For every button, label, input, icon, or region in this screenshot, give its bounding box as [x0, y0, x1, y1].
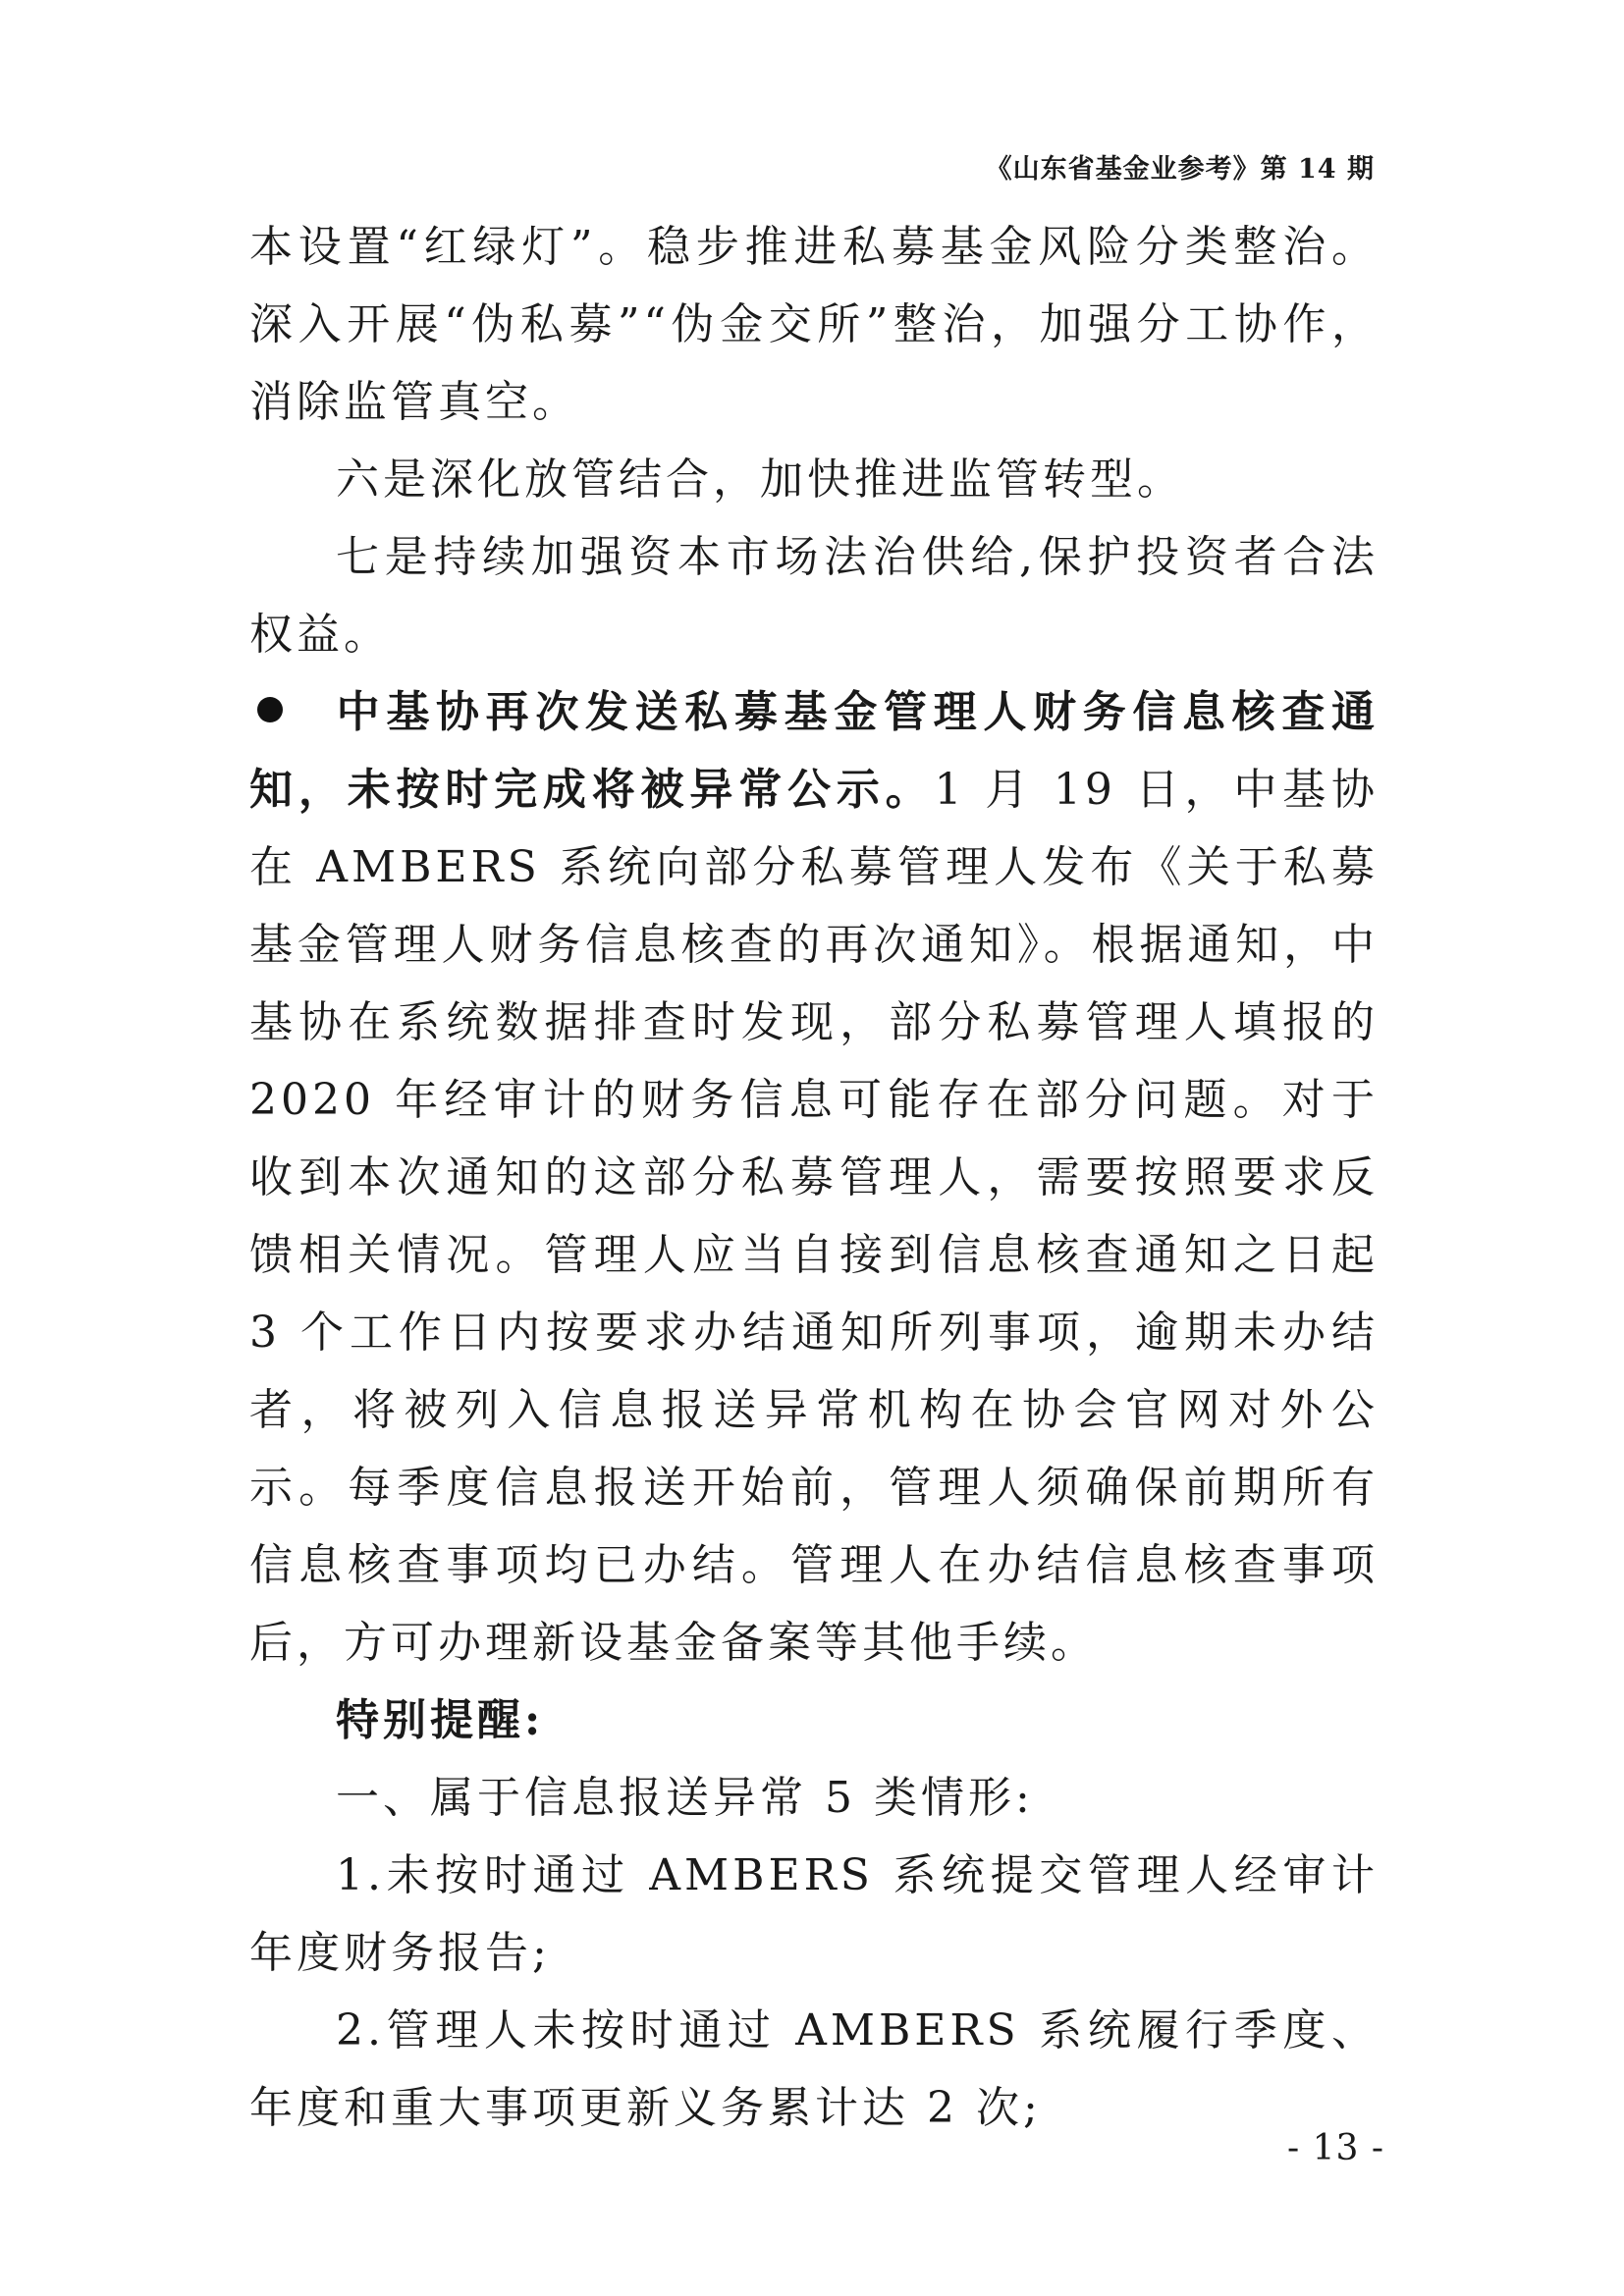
reminder-item-two: 2.管理人未按时通过 AMBERS 系统履行季度、年度和重大事项更新义务累计达 2 次; — [249, 2005, 1379, 2133]
paragraph-point-seven: 七是持续加强资本市场法治供给,保护投资者合法权益。 — [249, 532, 1379, 660]
paragraph-point-six: 六是深化放管结合，加快推进监管转型。 — [336, 454, 1184, 505]
bullet-dot-icon — [257, 697, 283, 722]
reminder-section-one: 一、属于信息报送异常 5 类情形: — [336, 1773, 1034, 1823]
document-header: 《山东省基金业参考》第 14 期 — [985, 154, 1375, 185]
news-item-headline: 中基协再次发送私募基金管理人财务信息核查通知，未按时完成将被异常公示。 — [249, 687, 1379, 815]
paragraph-continuation: 本设置“红绿灯”。稳步推进私募基金风险分类整治。深入开展“伪私募”“伪金交所”整治，加强分工协作，消除监管真空。 — [249, 222, 1379, 427]
reminder-item-one: 1.未按时通过 AMBERS 系统提交管理人经审计年度财务报告; — [249, 1850, 1379, 1978]
page-number: - 13 - — [1286, 2128, 1384, 2168]
news-item-body: 1 月 19 日，中基协在 AMBERS 系统向部分私募管理人发布《关于私募基金管理人财务信息核查的再次通知》。根据通知，中基协在系统数据排查时发现，部分私募管理人填报的 2020 年经审计的财务信息可能存在部分问题。对于收到本次通知的这部分私募管理人，需要按照要求反馈相关情况。管理人应当自接到信息核查通知之日起 3 个工作日内按要求办结通知所列事项，逾期未办结者，将被列入信息报送异常机构在协会官网对外公示。每季度信息报送开始前，管理人须确保前期所有信息核查事项均已办结。管理人在办结信息核查事项后，方可办理新设基金备案等其他手续。 — [249, 765, 1379, 1668]
special-reminder-heading: 特别提醒: — [336, 1695, 545, 1745]
news-item-paragraph — [249, 673, 1379, 1682]
document-body — [249, 208, 1379, 2147]
